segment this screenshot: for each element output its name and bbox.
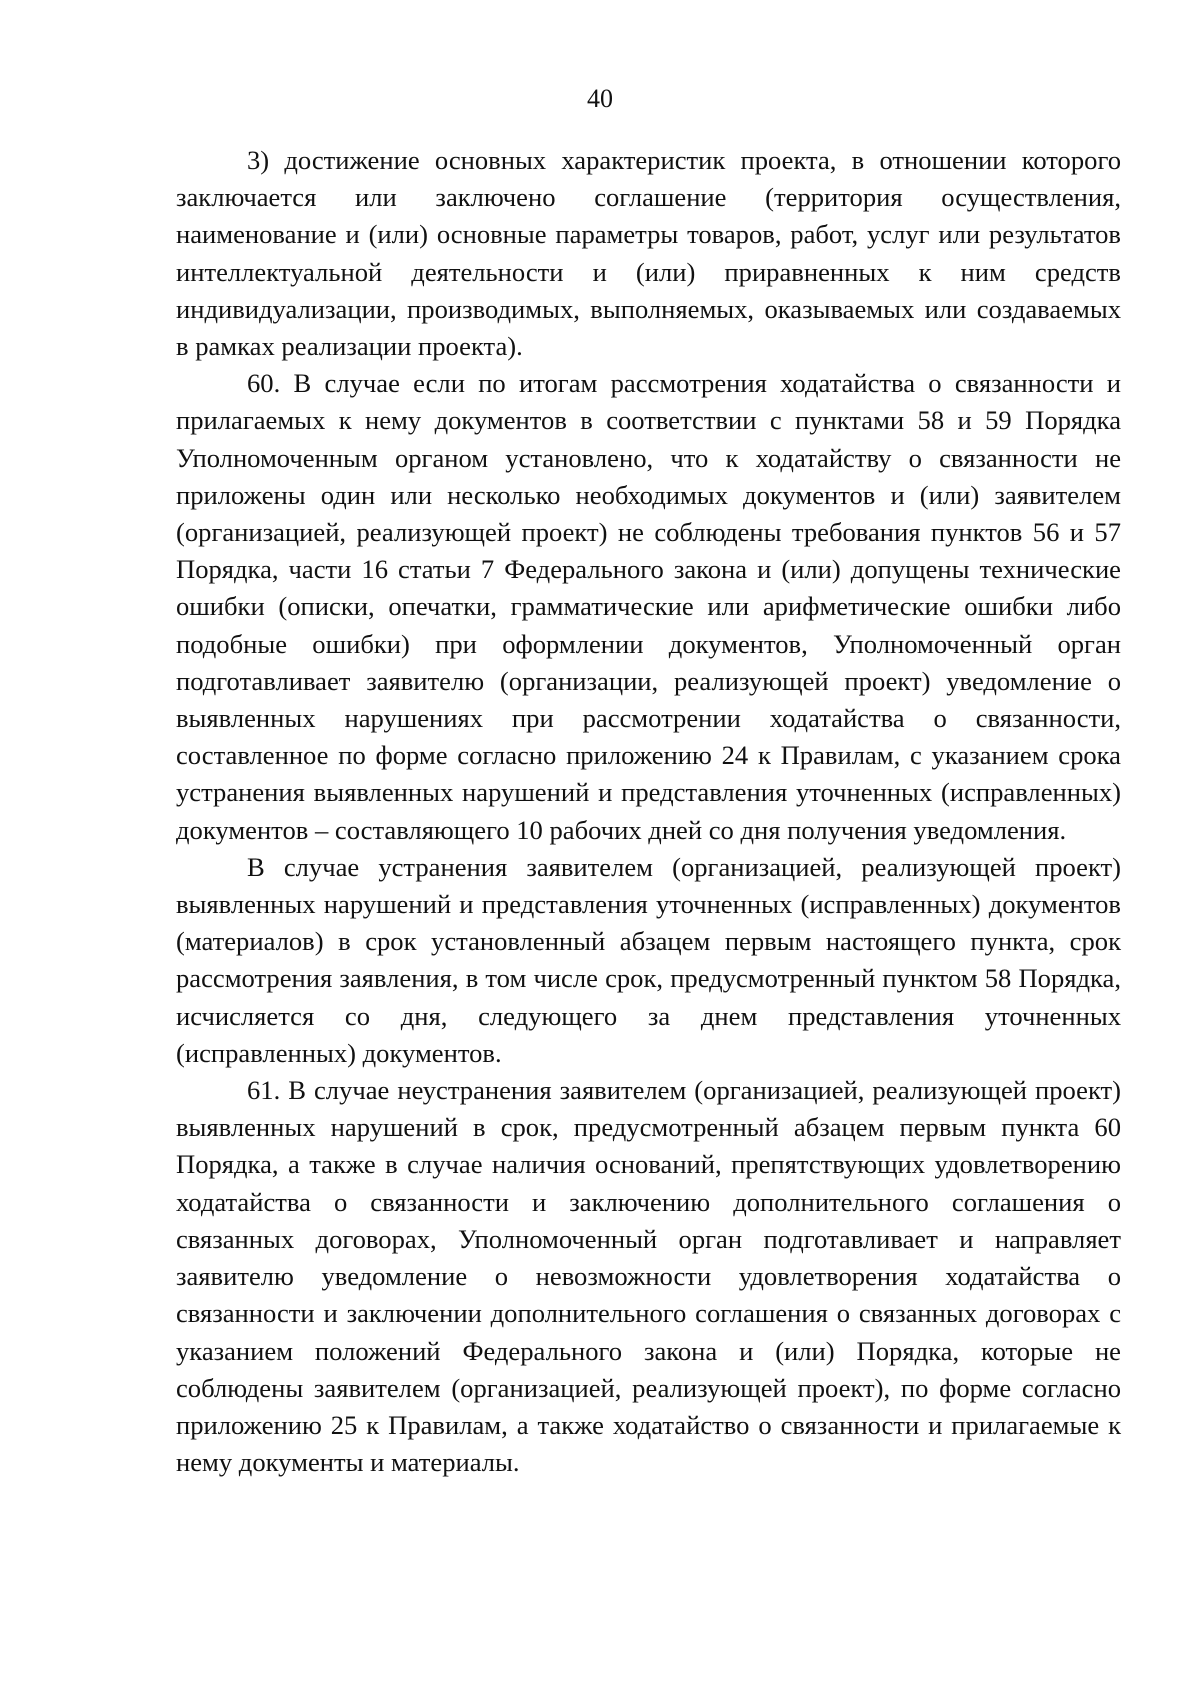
paragraph-61: 61. В случае неустранения заявителем (организацией, реализующей проект) выявленных нарушений в срок, предусмотренный абзацем первым пункта 60 Порядка, а также в случае наличия оснований, препятствующих удовлетворению ходатайства о связанности и заключению дополнительного соглашения о связанных договорах, Уполномоченный орган подготавливает и направляет заявителю уведомление о невозможности удовлетворения ходатайства о связанности и заключении дополнительного соглашения о связанных договорах с указанием положений Федерального закона и (или) Порядка, которые не соблюдены заявителем (организацией, реализующей проект), по форме согласно приложению 25 к Правилам, а также ходатайство о связанности и прилагаемые к нему документы и материалы. xyxy=(176,1075,1121,1478)
paragraph-item-3: 3) достижение основных характеристик проекта, в отношении которого заключается или заключено соглашение (территория осуществления, наименование и (или) основные параметры товаров, работ, услуг или результатов интеллектуальной деятельности и (или) приравненных к ним средств индивидуализации, производимых, выполняемых, оказываемых или создаваемых в рамках реализации проекта). xyxy=(176,145,1121,362)
document-body xyxy=(176,142,1121,1481)
paragraph-60: 60. В случае если по итогам рассмотрения ходатайства о связанности и прилагаемых к нему документов в соответствии с пунктами 58 и 59 Порядка Уполномоченным органом установлено, что к ходатайству о связанности не приложены один или несколько необходимых документов и (или) заявителем (организацией, реализующей проект) не соблюдены требования пунктов 56 и 57 Порядка, части 16 статьи 7 Федерального закона и (или) допущены технические ошибки (описки, опечатки, грамматические или арифметические ошибки либо подобные ошибки) при оформлении документов, Уполномоченный орган подготавливает заявителю (организации, реализующей проект) уведомление о выявленных нарушениях при рассмотрении ходатайства о связанности, составленное по форме согласно приложению 24 к Правилам, с указанием срока устранения выявленных нарушений и представления уточненных (исправленных) документов – составляющего 10 рабочих дней со дня получения уведомления. xyxy=(176,368,1121,845)
page-number: 40 xyxy=(587,84,613,113)
paragraph-60-second-abzac: В случае устранения заявителем (организацией, реализующей проект) выявленных нарушений и представления уточненных (исправленных) документов (материалов) в срок установленный абзацем первым настоящего пункта, срок рассмотрения заявления, в том числе срок, предусмотренный пунктом 58 Порядка, исчисляется со дня, следующего за днем представления уточненных (исправленных) документов. xyxy=(176,851,1121,1068)
